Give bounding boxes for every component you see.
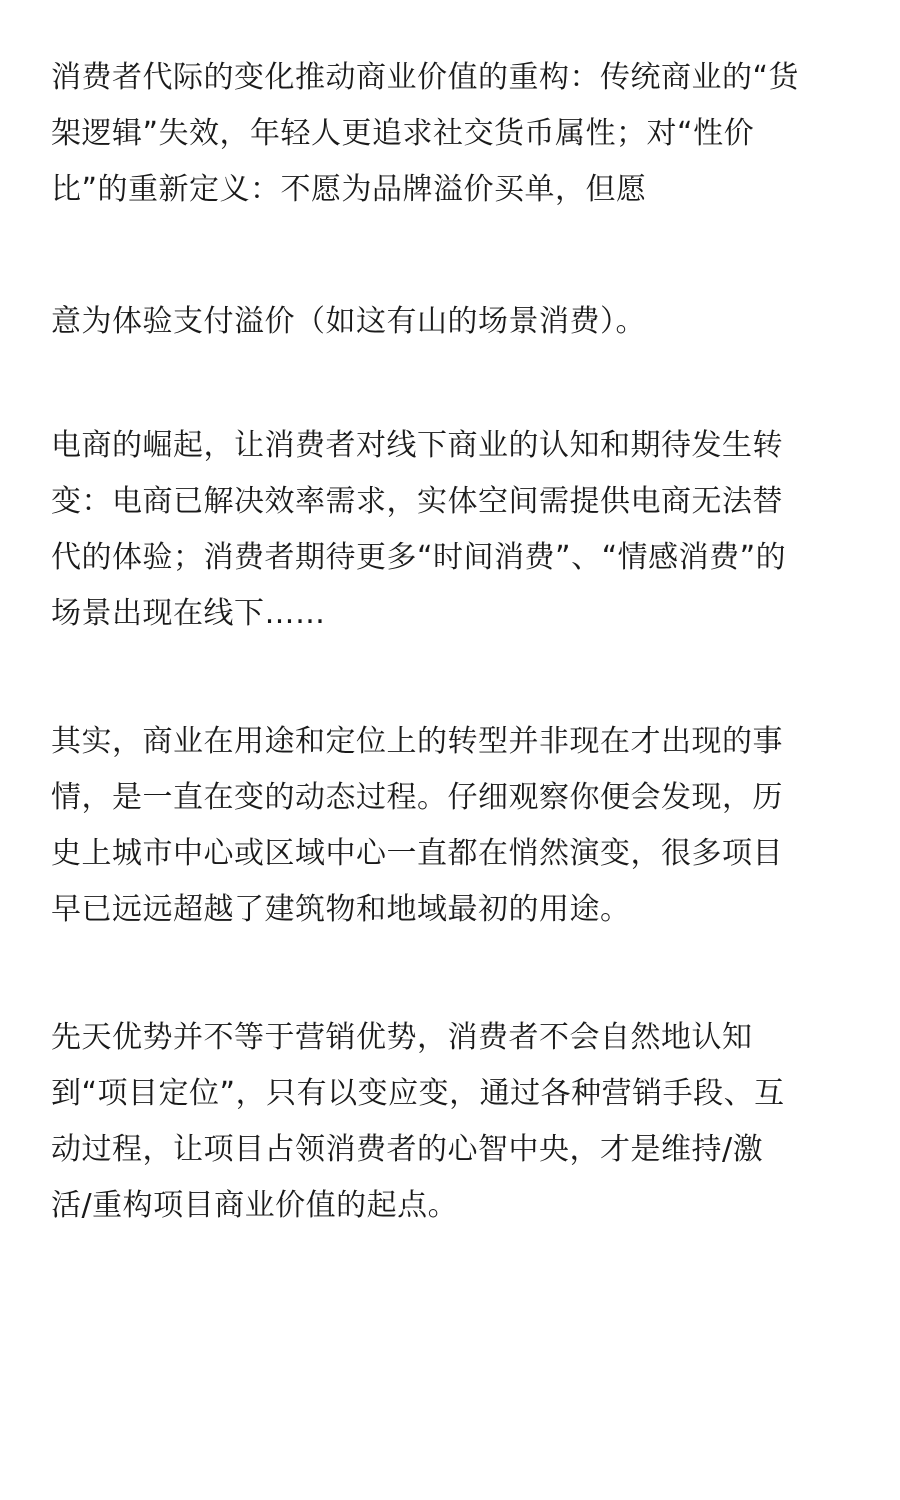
text-line: 先天优势并不等于营销优势，消费者不会自然地认知 xyxy=(51,1020,753,1055)
text-line: 变：电商已解决效率需求，实体空间需提供电商无法替 xyxy=(51,484,783,519)
text-line: 架逻辑”失效，年轻人更追求社交货币属性；对“性价 xyxy=(51,116,755,151)
text-line: 电商的崛起，让消费者对线下商业的认知和期待发生转 xyxy=(51,428,783,463)
text-line: 其实，商业在用途和定位上的转型并非现在才出现的事 xyxy=(51,724,783,759)
text-line: 到“项目定位”，只有以变应变，通过各种营销手段、互 xyxy=(51,1076,785,1111)
text-line: 活/重构项目商业价值的起点。 xyxy=(51,1188,459,1223)
text-line: 比”的重新定义：不愿为品牌溢价买单，但愿 xyxy=(51,172,647,207)
text-line: 场景出现在线下…… xyxy=(51,596,326,631)
text-line: 早已远远超越了建筑物和地域最初的用途。 xyxy=(51,892,631,927)
text-line: 动过程，让项目占领消费者的心智中央，才是维持/激 xyxy=(51,1132,764,1167)
text-line: 代的体验；消费者期待更多“时间消费”、“情感消费”的 xyxy=(51,540,787,575)
text-line: 史上城市中心或区域中心一直都在悄然演变，很多项目 xyxy=(51,836,783,871)
text-line: 情，是一直在变的动态过程。仔细观察你便会发现，历 xyxy=(51,780,783,815)
text-line: 消费者代际的变化推动商业价值的重构：传统商业的“货 xyxy=(51,60,800,95)
text-line: 意为体验支付溢价（如这有山的场景消费）。 xyxy=(51,304,646,339)
